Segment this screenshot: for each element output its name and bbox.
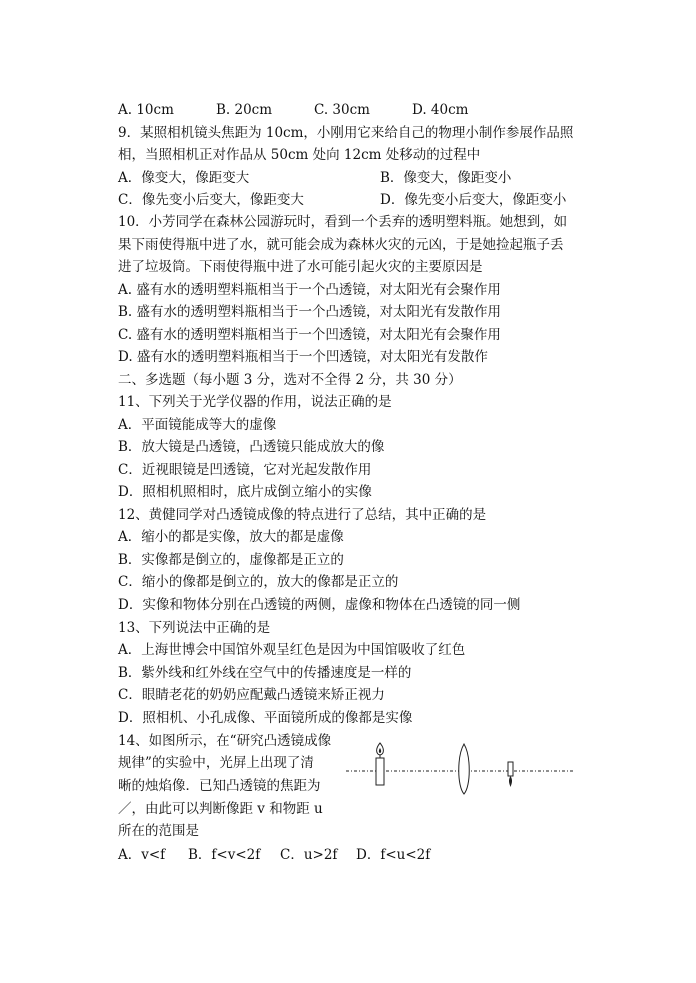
light-screen-icon <box>508 762 513 787</box>
convex-lens-icon <box>459 744 470 794</box>
q9-option-c: C．像先变小后变大，像距变大 <box>118 192 304 208</box>
q12-option-a: A．缩小的都是实像，放大的都是虚像 <box>118 529 344 545</box>
q14-stem-line-1: 14、如图所示，在“研究凸透镜成像 <box>118 733 332 749</box>
q9-option-d: D．像先变小后变大，像距变小 <box>380 192 567 208</box>
q14-option-a: A．v<f <box>118 847 166 863</box>
q11-option-a: A．平面镜能成等大的虚像 <box>118 417 277 433</box>
q14-stem-line-5: 所在的范围是 <box>118 823 199 839</box>
q10-option-a: A. 盛有水的透明塑料瓶相当于一个凸透镜，对太阳光有会聚作用 <box>118 282 501 298</box>
q10-stem-line-3: 进了垃圾筒。下雨使得瓶中进了水可能引起火灾的主要原因是 <box>118 259 483 275</box>
q13-option-b: B．紫外线和红外线在空气中的传播速度是一样的 <box>118 665 412 681</box>
q14-lens-experiment-figure <box>344 740 576 795</box>
q8-option-c: C. 30cm <box>314 102 370 118</box>
q10-stem-line-1: 10．小芳同学在森林公园游玩时，看到一个丢弃的透明塑料瓶。她想到，如 <box>118 214 568 230</box>
q10-option-c: C. 盛有水的透明塑料瓶相当于一个凹透镜，对太阳光有会聚作用 <box>118 327 501 343</box>
q13-option-c: C．眼睛老花的奶奶应配戴凸透镜来矫正视力 <box>118 687 385 703</box>
q13-option-a: A．上海世博会中国馆外观呈红色是因为中国馆吸收了红色 <box>118 642 466 658</box>
q11-option-c: C．近视眼镜是凹透镜，它对光起发散作用 <box>118 462 372 478</box>
q14-option-c: C．u>2f <box>280 847 338 863</box>
q14-stem-line-4: ／，由此可以判断像距 v 和物距 u <box>118 801 323 817</box>
q9-stem-line-1: 9．某照相机镜头焦距为 10cm，小刚用它来给自己的物理小制作参展作品照 <box>118 125 574 141</box>
q9-stem-line-2: 相，当照相机正对作品从 50cm 处向 12cm 处移动的过程中 <box>118 147 481 163</box>
q12-option-c: C．缩小的像都是倒立的，放大的像都是正立的 <box>118 574 399 590</box>
q14-stem-line-3: 晰的烛焰像．已知凸透镜的焦距为 <box>118 778 321 794</box>
q8-option-a: A. 10cm <box>118 102 174 118</box>
q14-option-b: B．f<v<2f <box>188 847 261 863</box>
q14-stem-line-2: 规律”的实验中，光屏上出现了清 <box>118 755 314 771</box>
q8-option-d: D. 40cm <box>412 102 469 118</box>
q13-option-d: D．照相机、小孔成像、平面镜所成的像都是实像 <box>118 710 413 726</box>
q12-option-b: B．实像都是倒立的，虚像都是正立的 <box>118 552 344 568</box>
q11-stem: 11、下列关于光学仪器的作用，说法正确的是 <box>118 394 392 410</box>
candle-icon <box>376 743 384 785</box>
q13-stem: 13、下列说法中正确的是 <box>118 620 271 636</box>
q10-option-b: B. 盛有水的透明塑料瓶相当于一个凸透镜，对太阳光有发散作用 <box>118 304 502 320</box>
section-heading-multiple-choice: 二、多选题（每小题 3 分，选对不全得 2 分，共 30 分） <box>118 372 462 388</box>
q14-option-d: D．f<u<2f <box>356 847 431 863</box>
q11-option-b: B．放大镜是凸透镜，凸透镜只能成放大的像 <box>118 439 385 455</box>
q8-option-b: B. 20cm <box>216 102 273 118</box>
q12-stem: 12、黄健同学对凸透镜成像的特点进行了总结，其中正确的是 <box>118 507 487 523</box>
q10-stem-line-2: 果下雨使得瓶中进了水，就可能会成为森林火灾的元凶，于是她捡起瓶子丢 <box>118 237 564 253</box>
q9-option-b: B．像变大，像距变小 <box>380 170 512 186</box>
q10-option-d: D. 盛有水的透明塑料瓶相当于一个凹透镜，对太阳光有发散作 <box>118 349 488 365</box>
q11-option-d: D．照相机照相时，底片成倒立缩小的实像 <box>118 484 372 500</box>
q12-option-d: D．实像和物体分别在凸透镜的两侧，虚像和物体在凸透镜的同一侧 <box>118 597 521 613</box>
q9-option-a: A．像变大，像距变大 <box>118 170 250 186</box>
